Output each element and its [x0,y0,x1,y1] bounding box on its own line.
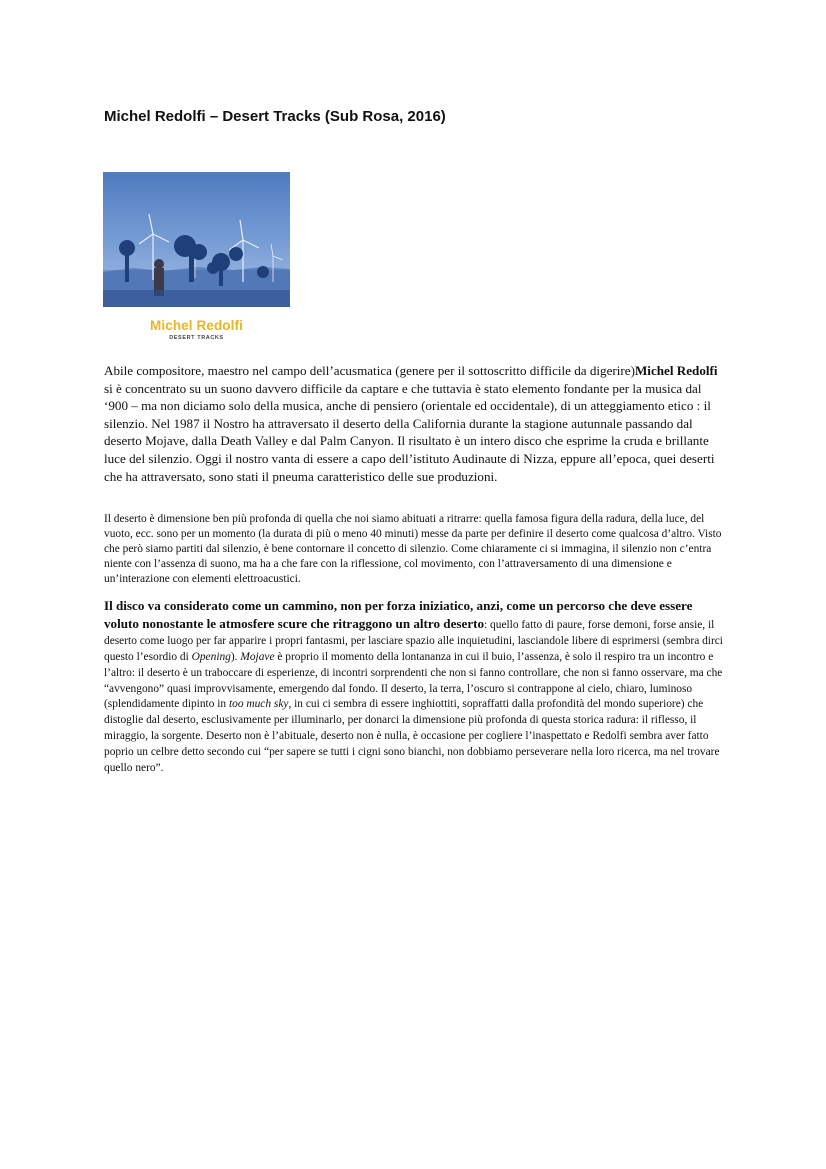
album-cover-photo [103,172,290,307]
album-cover [103,172,290,347]
paragraph-intro-text-1: Abile compositore, maestro nel campo dell’acusmatica (genere per il sottoscritto difficile da digerire) [104,363,635,378]
paragraph-journey [104,598,724,777]
paragraph-journey-lead: Il disco va considerato come un cammino, non per forza iniziatico, anzi, come un percorso che deve essere voluto nonostante le atmosfere scure che ritraggono un altro deserto [104,598,693,631]
paragraph-silence: Il deserto è dimensione ben più profonda di quella che noi siamo abituati a ritrarre: quella famosa figura della radura, della luce, del vuoto, ecc. sono per un momento (la durata di più o meno 40 minuti) messe da parte per definire il deserto come qualcosa d’altro. Visto che però siamo partiti dal silenzio, è bene contornare il concetto di silenzio. Come chiaramente ci si immagina, il silenzio non c’entra niente con l’assenza di suono, ma ha a che fare con la riflessione, col movimento, con l’attraversamento di una dimensione e un’interazione con elementi elettroacustici. [104,513,722,585]
paragraph-journey-text-4: , in cui ci sembra di essere inghiottiti, sopraffatti dalla profondità del mondo superiore) che distoglie dal deserto, esclusivamente per illuminarlo, per donarci la dimensione più profonda di questa storica radura: il riflesso, il miraggio, la sorgente. Deserto non è l’abituale, deserto non è nulla, è occasione per cogliere l’inaspettato e Redolfi sembra aver fatto poprio un celbre detto secondo cui “per sapere se tutti i cigni sono bianchi, non dobbiamo perseverare nella loro ricerca, ma nel trovare quello nero”. [104,698,720,775]
paragraph-journey-text-1: : quello fatto di paure, forse demoni, forse ansie, il deserto come luogo per far apparire i propri fantasmi, per lasciare spazio alle inquietudini, lasciandole libere di esprimersi (sembra dirci questo l’esordio di [104,618,723,663]
cover-artist-name: Michel Redolfi [150,318,243,333]
track-title-mojave: Mojave [240,650,275,663]
paragraph-journey-text-2: ). [230,650,241,663]
paragraph-intro [104,362,724,485]
track-title-opening: Opening [191,650,231,663]
artist-name-bold: Michel Redolfi [634,363,718,378]
paragraph-intro-text-2: si è concentrato su un suono davvero difficile da captare e che tuttavia è stato elemento fondante per la musica dal ‘900 – ma non diciamo solo della musica, anche di pensiero (orientale ed occidentale), di un atteggiamento etico : il silenzio. Nel 1987 il Nostro ha attraversato il deserto della California durante la stagione autunnale passando dal deserto Mojave, dalla Death Valley e dal Palm Canyon. Il risultato è un intero disco che esprime la cruda e brillante luce del silenzio. Oggi il nostro vanta di essere a capo dell’istituto Audinaute di Nizza, eppure all’epoca, quei deserti che ha attraversato, sono stati il pneuma caratteristico delle sue produzioni. [104,380,715,484]
paragraph-journey-text-3: è proprio il momento della lontananza in cui il buio, l’assenza, è solo il respiro tra un incontro e l’altro: il deserto è un traboccare di esperienze, di incontri sorprendenti che non si fanno controllare, che non si fanno osservare, ma che “avvengono” quasi improvvisamente, emergendo dal fondo. Il deserto, la terra, l’oscuro si contrappone al cielo, chiaro, luminoso (splendidamente dipinto in [104,650,723,711]
track-title-too-much-sky: too much sky [228,698,289,711]
cover-album-title: DESERT TRACKS [169,335,224,341]
article-title: Michel Redolfi – Desert Tracks (Sub Rosa, 2016) [104,108,446,125]
